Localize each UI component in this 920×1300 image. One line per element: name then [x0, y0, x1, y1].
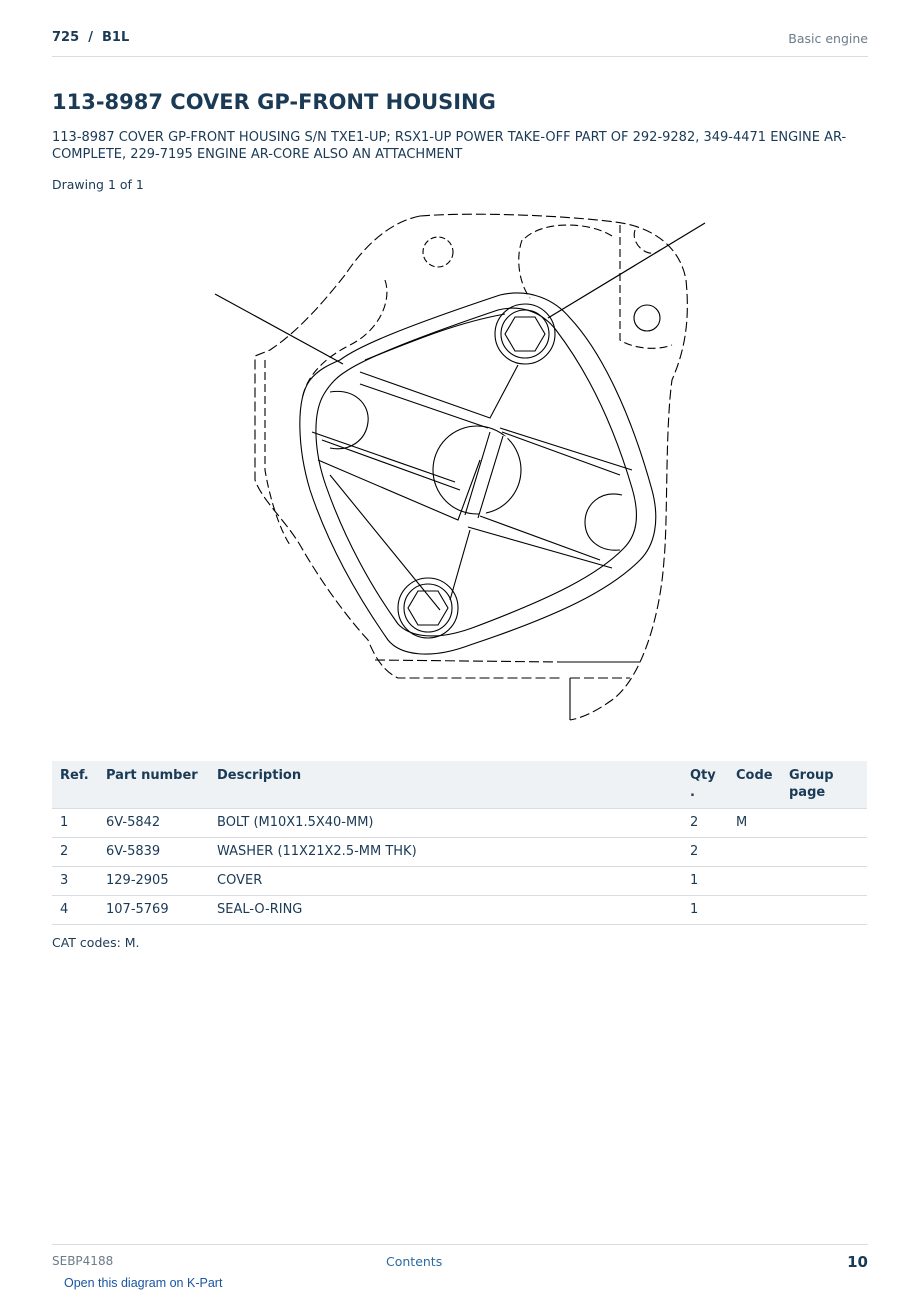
table-row [52, 896, 867, 925]
cell-description: WASHER (11X21X2.5-MM THK) [209, 838, 682, 867]
drawing-label: Drawing 1 of 1 [52, 177, 144, 192]
bolt-bottom [398, 578, 458, 638]
housing-outline [420, 214, 687, 720]
page-header [52, 28, 868, 57]
col-description: Description [209, 761, 682, 809]
leader-line [548, 223, 705, 318]
col-code: Code [728, 761, 781, 809]
dowel-hole [423, 237, 453, 267]
page-subtitle: 113-8987 COVER GP-FRONT HOUSING S/N TXE1-UP; RSX1-UP POWER TAKE-OFF PART OF 292-9282, 349-4471 ENGINE AR-COMPLETE, 229-7195 ENGINE AR-CORE ALSO AN ATTACHMENT [52, 130, 847, 162]
cell-group-page [781, 896, 867, 925]
cell-qty: 1 [682, 896, 728, 925]
cell-group-page [781, 838, 867, 867]
cell-description: SEAL-O-RING [209, 896, 682, 925]
cell-code: M [728, 809, 781, 838]
parts-table [52, 761, 867, 925]
cell-group-page [781, 867, 867, 896]
cell-part-number: 6V-5839 [98, 838, 209, 867]
cell-description: BOLT (M10X1.5X40-MM) [209, 809, 682, 838]
table-header-row [52, 761, 867, 809]
table-row [52, 867, 867, 896]
cell-code [728, 838, 781, 867]
page-number: 10 [847, 1253, 868, 1271]
cell-code [728, 867, 781, 896]
bolt-top [495, 304, 555, 364]
cell-ref: 1 [52, 809, 98, 838]
section-name: Basic engine [788, 31, 868, 46]
cell-qty: 2 [682, 809, 728, 838]
col-group-page: Group page [781, 761, 867, 809]
leader-line [215, 294, 343, 364]
cell-part-number: 6V-5842 [98, 809, 209, 838]
cell-ref: 4 [52, 896, 98, 925]
page-title: 113-8987 COVER GP-FRONT HOUSING [52, 90, 496, 114]
col-part-number: Part number [98, 761, 209, 809]
cell-qty: 1 [682, 867, 728, 896]
contents-link[interactable]: Contents [386, 1254, 443, 1269]
center-boss [433, 426, 521, 514]
dowel-hole-right [634, 305, 660, 331]
document-id: SEBP4188 [52, 1254, 114, 1268]
parts-diagram [200, 205, 720, 730]
page-footer [52, 1244, 868, 1275]
cat-codes-note: CAT codes: M. [52, 935, 140, 950]
col-qty: Qty . [682, 761, 728, 809]
kpart-diagram-link[interactable]: Open this diagram on K-Part [64, 1276, 223, 1290]
housing-bottom-dash [375, 660, 630, 678]
table-row [52, 838, 867, 867]
col-ref: Ref. [52, 761, 98, 809]
cell-part-number: 129-2905 [98, 867, 209, 896]
housing-bottom-step [560, 662, 640, 720]
cell-qty: 2 [682, 838, 728, 867]
cell-ref: 2 [52, 838, 98, 867]
cell-code [728, 896, 781, 925]
table-row [52, 809, 867, 838]
cell-part-number: 107-5769 [98, 896, 209, 925]
cell-ref: 3 [52, 867, 98, 896]
cell-description: COVER [209, 867, 682, 896]
cell-group-page [781, 809, 867, 838]
breadcrumb: 725 / B1L [52, 30, 130, 45]
